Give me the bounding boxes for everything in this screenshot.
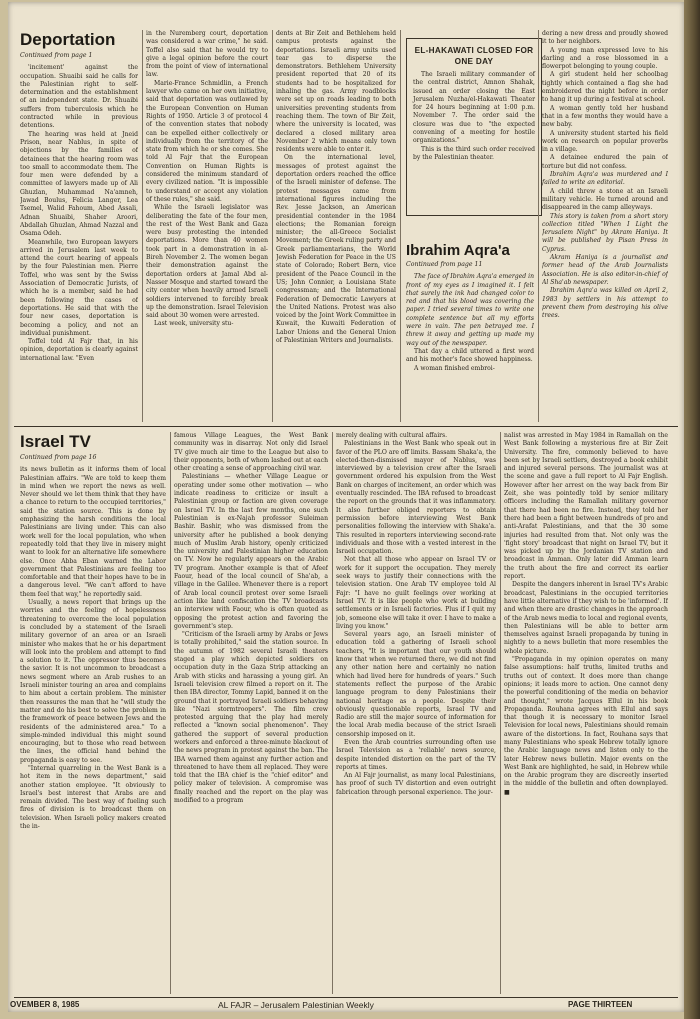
paragraph: That day a child uttered a first word and his mother's face showed happiness.	[406, 347, 534, 364]
paragraph: A university student started his field work on research on popular proverbs in a village.	[542, 129, 668, 154]
paragraph: A child threw a stone at an Israeli military vehicle. He turned around and disappeared in the camp alleyways.	[542, 187, 668, 212]
israeltv-headline: Israel TV	[20, 432, 91, 451]
paragraph: The face of Ibrahim Aqra'a emerged in front of my eyes as I imagined it. I felt that surely the ink had changed color to red and that his blood was covering the paper. I tried several times to write one complete sentence but all my efforts were in vain. The pen betrayed me. I threw it away and getting up made my way out of the newspaper.	[406, 273, 534, 347]
paragraph: nalist was arrested in May 1984 in Ramallah on the West Bank following a mysterious fire at Bir Zeit University. The fire, commonly believed to have been set by Israeli settlers, destroyed a book exhibit and injured several persons. The journalist was at the scene and gave a full report to Al Fajr English. However after her arrest on the way back from Bir Zeit, she was pointedly told by senior military officers including the Ramallah military governor that there had been no fire. Instead, they told her there had been a fight between hundreds of pro and anti-Arafat Palestinians, and that the 30 some injuries had resulted from that. Not only was the 'fight story' broadcast that night on Israel TV, but it was picked up by the Jordanian TV station and broadcast in Amman. Only later did Amman learn the truth about the fire and correct its earlier report.	[504, 432, 668, 581]
paragraph: Even the Arab countries surrounding often use Israel Television as a 'reliable' news source, despite intended distortion on the part of the TV reports at times.	[336, 738, 496, 771]
section-divider	[14, 426, 678, 427]
paragraph: A girl student held her schoolbag tightly which contained a flag she had embroidered the night before in order to hang it up during a festival at school.	[542, 71, 668, 104]
israeltv-col-3	[336, 432, 496, 994]
paragraph: An Al Fajr journalist, as many local Palestinians, has proof of such TV distortion and even outright fabrication through personal experience. The jour-	[336, 772, 496, 796]
paragraph: "Criticism of the Israeli army by Arabs or Jews is totally prohibited," said the station source. In the autumn of 1982 several Israeli theaters staged a play which depicted soldiers on occupation duty in the Gaza Strip attacking an Arab with sticks and harassing a young girl. An Israeli television crew filmed a report on it. The then IBA director, Tommy Lapid, banned it on the ground that it portrayed Israeli soldiers behaving like "Nazi stormtroopers". The film crew protested arguing that the play had merely reflected a "known social phenomenon". They gathered the support of several production workers and enforced a three-minute blackout of the news program in protest against the ban. The IBA warned them against any further action and threatened to have them all replaced. They were told that the IBA chief is the "chief editor" and policy maker of television. A compromise was finally reached and the report on the play was modified to a program	[174, 631, 328, 805]
paragraph: Palestinians in the West Bank who speak out in favor of the PLO are off limits. Bassam Shaka'a, the elected-then-dismissed mayor of Nablus, was interviewed by a television crew after the Israeli government ordered his expulsion from the West Bank on charges of incitement, an order which was eventually rescinded. The IBA refused to broadcast the report on the grounds that it was inflammatory. It also further obliged reporters to obtain permission before interviewing West Bank personalities following the interview with Shaka'a. This resulted in reporters interviewing second-rate individuals and those with a vested interest in the Israeli occupation.	[336, 440, 496, 556]
hakawati-box	[406, 38, 542, 216]
paragraph: dents at Bir Zeit and Bethlehem held campus protests against the deportations. Israeli army units used tear gas to disperse the demonstrators. Bethlehem University president reported that 20 of its students had to be hospitalized for inhaling the gas. Army roadblocks were set up on roads leading to both universities preventing students from reaching them. The town of Bir Zeit, where the university is located, was declared a closed military area November 2 which means only town residents were able to enter it.	[276, 30, 396, 154]
ibrahim-headline: Ibrahim Aqra'a	[406, 242, 510, 259]
paragraph: Akram Haniya is a journalist and former head of the Arab Journalists Association. He is also editor-in-chief of Al Sha'ab newspaper.	[542, 254, 668, 286]
column-rule	[538, 30, 539, 422]
paragraph: Toffel told Al Fajr that, in his opinion, deportation is clearly against international law. "Even	[20, 338, 138, 362]
paragraph: "Propaganda in my opinion operates on many false assumptions: half truths, limited truths and truths out of context. It does more than change opinions; it leads more to action. One cannot deny the powerful conditioning of the media on behavior and thought," wrote Jacques Ellul in his book Propaganda. Rouhana agrees with Ellul and says that though it is necessary to monitor Israel Television for local news, Palestinians should remain aware of the distortions. In fact, Rouhana says that many Palestinians who speak Hebrew totally ignore the Arabic language news and listen only to the later Hebrew news bulletin. Major events on the West Bank are highlighted, he said, in Hebrew while on the Arabic program they are discreetly inserted in the middle of the bulletin and often downplayed. ■	[504, 656, 668, 796]
paragraph: The hearing was held at Jneid Prison, near Nablus, in spite of objections by the families of detainees that the hearing room was too small to accommodate them. The four men were defended by a committee of lawyers made up of Ali Ghuzlan, Muhammad Na'amneh, Jawad Boulus, Felicia Langer, Lea Tsemel, Walid Fahoum, Abed Assali, Adnan Shuaibi, Shaher Aroori, Abdallah Ghuzlan, Ahmad Nazzal and Osama Odeh.	[20, 130, 138, 238]
paragraph: While the Israeli legislator was deliberating the fate of the four men, the rest of the West Bank and Gaza were busy protesting the intended deportations. More than 40 women took part in a demonstration in al-Bireh November 2. The women began their demonstration against the deportation orders at Jamal Abd al-Nasser Mosque and started toward the city center when heavily armed Israeli soldiers intervened to forcibly break up the demonstration. Israel Television said about 30 women were arrested.	[146, 204, 268, 320]
deportation-col-1	[20, 30, 138, 422]
paragraph: famous Village Leagues, the West Bank community was in disarray. Not only did Israel TV give much air time to the League but also to their opponents, both of whom lashed out at each other creating a sense of approaching civil war.	[174, 432, 328, 473]
column-rule	[272, 30, 273, 422]
column-rule	[332, 432, 333, 994]
paragraph: Palestinians — whether Village League or operating under some other motivation — who indicate readiness to criticize or insult a Palestinian group or faction are given coverage on Israel TV. In the last few months, one such Palestinian is ex-Najah professor Suleiman Bashir. Bashir, who was dismissed from the university after he published a book denying much of Muslim Arab history, openly criticized the university and Palestinian higher education on TV. Now he regularly appears on the Arabic TV program. Another example is that of Afeef Faour, head of the local council of Sha'ab, a village in the Galilee. Whenever there is a report of Arab local council protest over some Israeli action like land confiscation the TV broadcasts an interview with Faour, who is often quoted as opposing the protest action and favoring the government's step.	[174, 473, 328, 630]
paragraph: dering a new dress and proudly showed it to her neighbors.	[542, 30, 668, 46]
deportation-headline: Deportation	[20, 30, 116, 49]
paragraph: The Israeli military commander of the central district, Amnon Shahak, issued an order closing the East Jerusalem Nuzha/el-Hakawati Theater for 24 hours beginning at 1:00 p.m. November 7. The order said the closure was due to "the expected convening of a meeting for hostile organizations."	[413, 71, 535, 145]
masthead: AL FAJR – Jerusalem Palestinian Weekly	[218, 1000, 374, 1010]
deportation-continued: Continued from page 1	[20, 52, 93, 59]
paragraph: Marie-France Schmidlin, a French lawyer who came on her own initiative, said that deportation was outlawed by the European Convention on Human Rights of 1950. Article 3 of protocol 4 of the convention states that nobody can be expelled either collectively or individually from the territory of the state from which he or she comes. She told Al Fajr that the European Convention on Human Rights is considered the minimum standard of every civilized nation. "It is impossible to understand or accept any violation of these rules," she said.	[146, 79, 268, 203]
paragraph: in the Nuremberg court, deportation was considered a war crime," he said. Toffel also said that he would try to give a legal opinion before the court from the point of view of international law.	[146, 30, 268, 79]
column-rule	[170, 432, 171, 994]
deportation-col-3	[276, 30, 396, 422]
hakawati-headline: EL-HAKAWATI CLOSED FOR ONE DAY	[414, 46, 534, 66]
column-rule	[500, 432, 501, 994]
paragraph: This story is taken from a short story collection titled "When I Light the Jerusalem Night" by Akram Haniya. It will be published by Pisan Press in Cyprus.	[542, 212, 668, 253]
paragraph: 'incitement' against the occupation. Shuaibi said he calls for the Palestinian right to self-determination and the establishment of an independent state. Dr. Shuaibi suffers from tuberculosis which he contracted while in previous detentions.	[20, 64, 138, 130]
column-rule	[142, 30, 143, 422]
israeltv-continued: Continued from page 16	[20, 454, 97, 461]
paragraph: merely dealing with cultural affairs.	[336, 432, 448, 439]
paragraph: Ibrahim Aqra'a was killed on April 2, 1983 by settlers in his attempt to prevent them from destroying his olive trees.	[542, 287, 668, 320]
paragraph: Not that all those who appear on Israel TV or work for it support the occupation. They merely seek ways to justify their connections with the television station. One Arab TV employee told Al Fajr: "I have no guilt feelings over working at Israel TV. It is like people who work at building settlements or in Israeli factories. Plus if I quit my job, someone else will take it over. I have to make a living you know."	[336, 556, 496, 630]
paragraph: Despite the dangers inherent in Israel TV's Arabic broadcast, Palestinians in the occupied territories have little alternative if they wish to be 'informed'. If and when there are drastic changes in the approach of the Arab news media to local and regional events, then Palestinians will be able to better arm themselves against Israeli propaganda by tuning in nightly to a news bulletin that more resembles the whole picture.	[504, 581, 668, 655]
paragraph: Last week, university stu-	[154, 320, 234, 328]
israeltv-col-1	[20, 432, 166, 994]
paragraph: "Internal quarreling in the West Bank is a hot item in the news department," said another station employee. "It obviously to Israel's best interest that Arabs are and remain divided. The best way of fueling such fires of division is to broadcast them on television. When Israeli policy makers created the in-	[20, 764, 166, 831]
paragraph: A detainee endured the pain of torture but did not confess.	[542, 154, 668, 170]
footer-rule	[14, 997, 678, 998]
paragraph: A woman gently told her husband that in a few months they would have a new baby.	[542, 104, 668, 129]
page-number: PAGE THIRTEEN	[568, 1000, 633, 1009]
paragraph: Ibrahim Aqra'a was murdered and I failed to write an editorial.	[542, 171, 668, 187]
paragraph: Usually, a news report that brings up the worries and the feeling of hopelessness threatening to overcome the local population is concluded by a statement of the Israeli military governor of an area or an Israeli minister who makes that he or his department will look into the problem and attempt to find a solution to it. The oppressor thus becomes the savior. It is not uncommon to broadcast a news segment where an Arab rushes to an Israeli minister touring an area and complains to him about a certain problem. The minister then reassures the man that he "will study the matter and do his best to solve the problem in the framework of peace between Jews and the residents of the administered area." To a simple-minded individual this might sound encouraging, but to those who read between the lines, the official hand behind the propaganda is easy to see.	[20, 599, 166, 764]
paragraph: A young man expressed love to his darling and a rose blossomed in a flowerpot belonging to young couple.	[542, 46, 668, 71]
ibrahim-col-a	[406, 242, 534, 422]
column-rule	[400, 30, 401, 422]
paragraph: On the international level, messages of protest against the deportation orders reached the office of the Israeli minister of defense. The protest messages came from international figures including the Rev. Jesse Jackson, an American presidential contender in the 1984 elections; the Romanian foreign minister; the all-Greece Socialist Movement; the Greek ruling party and Greek parliamentarians, the World Jewish Federation for Peace in the US state of Colorado; Robert Bern, vice president of the Peace Council in the US; John Connier, a Louisiana State congressman; and the International Federation of Democratic Lawyers at the United Nations. Protest was also voiced by the Joint Work Committee in Kuwait, the Kuwaiti Federation of Labor Unions and the General Union of Palestinian Writers and Journalists.	[276, 154, 396, 344]
book-binding	[684, 0, 700, 1019]
newspaper-page	[8, 2, 684, 1012]
paragraph: Meanwhile, two European lawyers arrived in Jerusalem last week to attend the court hearing of appeals by the four Palestinian men. Pierre Toffel, who was sent by the Swiss Association of Democratic Jurists, of which he is a member, said he had been following the cases of deportations. He said that with the four new cases, deportation is becoming a policy, and not an individual punishment.	[20, 238, 138, 337]
paragraph: its news bulletin as it informs them of local Palestinian affairs. "We are told to keep them in mind when we report the news as well. Never should we let them think that they have a chance to return to the occupied territories," said the station source. This is done by emphasizing the harsh conditions the local Palestinians are living under. This can also work well for the local population, who when repeatedly told that they live in misery might want to look for an alternative life somewhere else. Once Abba Eban warned the Labor government that Palestinians are feeling too comfortable and that their hopes have to be in a dangerous level. "We can't afford to have them feel that way," he reportedly said.	[20, 466, 166, 598]
israeltv-col-4	[504, 432, 668, 994]
deportation-col-2	[146, 30, 268, 422]
israeltv-col-2	[174, 432, 328, 994]
ibrahim-continued: Continued from page 11	[406, 261, 483, 268]
issue-date: OVEMBER 8, 1985	[10, 1000, 80, 1009]
paragraph: A woman finished embroi-	[414, 364, 495, 372]
paragraph: Several years ago, an Israeli minister of education told a gathering of Israeli school teachers, "It is important that our youth should know that when we returned there, we did not find any other nation here and certainly no nation which had lived here for hundreds of years." Such statements reflect the purpose of the Arabic language program to deny Palestinians their national heritage as a people. Despite their obviously questionable reports, Israel TV and Radio are still the major source of information for the local Arab media because of the strict Israeli censorship imposed on it.	[336, 631, 496, 738]
paragraph: This is the third such order received by the Palestinian theater.	[413, 145, 535, 161]
ibrahim-col-b	[542, 30, 668, 422]
